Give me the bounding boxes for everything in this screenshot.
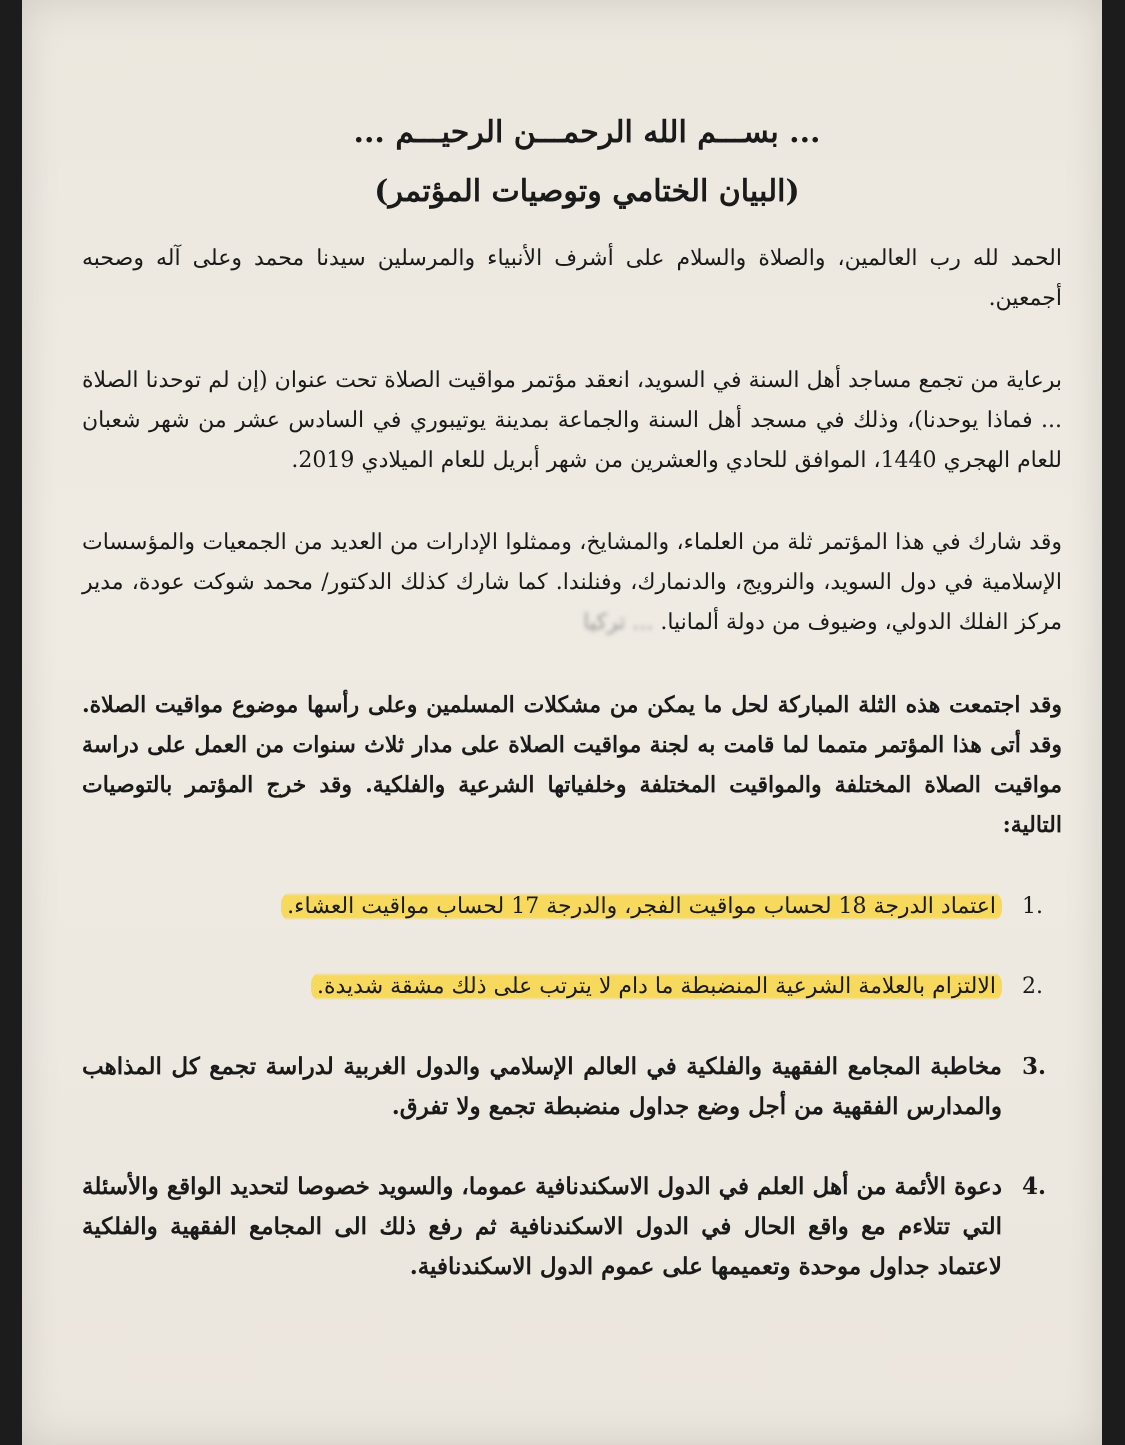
document-body (82, 115, 1062, 1327)
recommendation-item (82, 887, 1062, 927)
recommendation-text: دعوة الأئمة من أهل العلم في الدول الاسكندنافية عموما، والسويد خصوصا لتحديد الواقع والأسئلة التي تتلاءم مع واقع الحال في الدول الاسكندنافية ثم رفع ذلك الى المجامع الفقهية والفلكية لاعتماد جداول موحدة وتعميمها على عموم الدول الاسكندنافية. (82, 1173, 1002, 1280)
highlighted-recommendation-text: الالتزام بالعلامة الشرعية المنضبطة ما دام لا يترتب على ذلك مشقة شديدة. (311, 970, 1002, 1003)
recommendation-number: 2. (1022, 974, 1043, 999)
recommendation-item (82, 1167, 1062, 1287)
blurred-text: ... تركيا (583, 610, 654, 635)
participants-paragraph (82, 523, 1062, 643)
recommendation-number: 3. (1022, 1053, 1047, 1080)
highlighted-recommendation-text: اعتماد الدرجة 18 لحساب مواقيت الفجر، والدرجة 17 لحساب مواقيت العشاء. (281, 890, 1002, 923)
recommendation-number: 1. (1022, 894, 1043, 919)
purpose-paragraph: وقد اجتمعت هذه الثلة المباركة لحل ما يمكن من مشكلات المسلمين وعلى رأسها موضوع مواقيت الصلاة. وقد أتى هذا المؤتمر متمما لما قامت به لجنة مواقيت الصلاة على مدار ثلاث سنوات من العمل على دراسة مواقيت الصلاة المختلفة والمواقيت المختلفة وخلفياتها الشرعية والفلكية. وقد خرج المؤتمر بالتوصيات التالية: (82, 692, 1062, 838)
recommendations-list (82, 887, 1062, 1287)
recommendation-text: مخاطبة المجامع الفقهية والفلكية في العالم الإسلامي والدول الغربية لدراسة تجمع كل المذاهب والمدارس الفقهية من أجل وضع جداول منضبطة تجمع ولا تفرق. (82, 1053, 1002, 1120)
participants-text: وقد شارك في هذا المؤتمر ثلة من العلماء، والمشايخ، وممثلوا الإدارات من العديد من الجمعيات والمؤسسات الإسلامية في دول السويد، والنرويج، والدنمارك، وفنلندا. كما شارك كذلك الدكتور/ محمد شوكت عودة، مدير مركز الفلك الدولي، وضيوف من دولة ألمانيا. (82, 530, 1062, 635)
document-page (22, 0, 1102, 1445)
recommendation-item (82, 1047, 1062, 1127)
basmala-heading: ... بســـم الله الرحمـــن الرحيـــم ... (353, 115, 821, 150)
recommendation-item (82, 967, 1062, 1007)
sponsorship-paragraph: برعاية من تجمع مساجد أهل السنة في السويد، انعقد مؤتمر مواقيت الصلاة تحت عنوان (إن لم توحدنا الصلاة ... فماذا يوحدنا)، وذلك في مسجد أهل السنة والجماعة بمدينة يوتيبوري في السادس عشر من شهر شعبان للعام الهجري 1440، الموافق للحادي والعشرين من شهر أبريل للعام الميلادي 2019. (82, 368, 1062, 473)
opening-paragraph: الحمد لله رب العالمين، والصلاة والسلام على أشرف الأنبياء والمرسلين سيدنا محمد وعلى آله وصحبه أجمعين. (82, 246, 1062, 311)
document-title: (البيان الختامي وتوصيات المؤتمر) (374, 174, 800, 209)
recommendation-number: 4. (1022, 1173, 1047, 1200)
